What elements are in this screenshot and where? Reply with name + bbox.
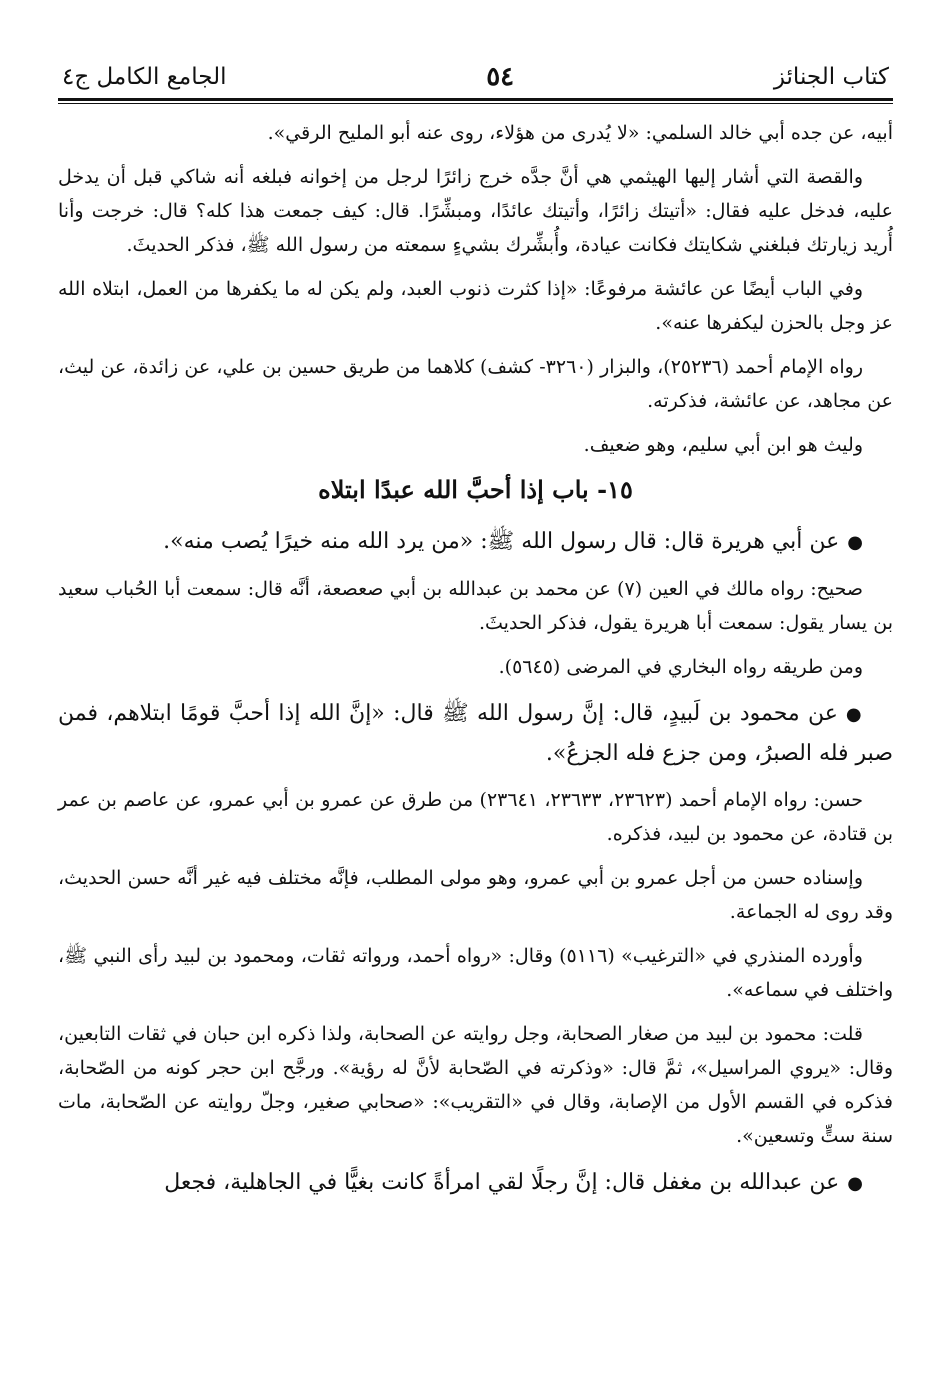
- bullet-icon: ●: [845, 704, 863, 725]
- bullet-icon: ●: [847, 1173, 863, 1194]
- header-rule-thin: [58, 103, 893, 104]
- hadith-note: حسن: رواه الإمام أحمد (٢٣٦٢٣، ٢٣٦٣٣، ٢٣٦٤١) من طرق عن عمرو بن أبي عمرو، عن عاصم بن عمر بن قتادة، عن محمود بن لبيد، فذكره.: [58, 789, 893, 845]
- hadith-note: وأورده المنذري في «الترغيب» (٥١١٦) وقال: «رواه أحمد، ورواته ثقات، ومحمود بن لبيد رأى النبي ﷺ، واختلف في سماعه».: [58, 945, 893, 1001]
- header-rule-thick: [58, 98, 893, 101]
- bullet-icon: ●: [847, 532, 863, 553]
- hadith-body: عن أبي هريرة قال: قال رسول الله ﷺ: «من يرد الله منه خيرًا يُصب منه».: [163, 529, 840, 554]
- hadith-note: قلت: محمود بن لبيد من صغار الصحابة، وجل روايته عن الصحابة، ولذا ذكره ابن حبان في ثقات التابعين، وقال: «يروي المراسيل»، ثمَّ قال: «وذكرته في الصّحابة لأنَّ له رؤية». ورجَّح ابن حجر كونه من الصّحابة، فذكره في القسم الأول من الإصابة، وقال في «التقريب»: «صحابي صغير، وجلّ روايته عن الصّحابة، مات سنة ستٍّ وتسعين».: [58, 1023, 893, 1147]
- header-chapter-title: كتاب الجنائز: [773, 64, 889, 90]
- hadith-body: عن عبدالله بن مغفل قال: إنَّ رجلًا لقي امرأةً كانت بغيًّا في الجاهلية، فجعل: [164, 1170, 840, 1195]
- header-book-title: الجامع الكامل ج٤: [62, 64, 227, 90]
- paragraph: وفي الباب أيضًا عن عائشة مرفوعًا: «إذا كثرت ذنوب العبد، ولم يكن له ما يكفرها من العمل، ابتلاه الله عز وجل بالحزن ليكفرها عنه».: [58, 278, 893, 334]
- page-number: ٥٤: [486, 62, 515, 92]
- hadith-note: صحيح: رواه مالك في العين (٧) عن محمد بن عبدالله بن أبي صعصعة، أنَّه قال: سمعت أبا الحُباب سعيد بن يسار يقول: سمعت أبا هريرة يقول، فذكر الحديثَ.: [58, 578, 893, 634]
- hadith-note: وإسناده حسن من أجل عمرو بن أبي عمرو، وهو مولى المطلب، فإنَّه مختلف فيه غير أنَّه حسن الحديث، وقد روى له الجماعة.: [58, 867, 893, 923]
- hadith-body: عن محمود بن لَبيدٍ، قال: إنَّ رسول الله ﷺ قال: «إنَّ الله إذا أحبَّ قومًا ابتلاهم، فمن صبر فله الصبرُ، ومن جزع فله الجزعُ».: [58, 701, 893, 766]
- hadith-note: ومن طريقه رواه البخاري في المرضى (٥٦٤٥).: [498, 656, 863, 678]
- hadith-text: [58, 694, 893, 773]
- hadith-text: [58, 522, 893, 562]
- paragraph: والقصة التي أشار إليها الهيثمي هي أنَّ جدَّه خرج زائرًا لرجل من إخوانه فبلغه أنه شاكي قبل أن يدخل عليه، فدخل عليه فقال: «أتيتك زائرًا، وأتيتك عائدًا، ومبشِّرًا. قال: كيف جمعت هذا كله؟ قال: خرجت وأنا أُريد زيارتك فبلغني شكايتك فكانت عيادة، وأُبشِّرك بشيءٍ سمعته من رسول الله ﷺ، فذكر الحديثَ.: [58, 166, 893, 256]
- paragraph: وليث هو ابن أبي سليم، وهو ضعيف.: [583, 434, 863, 456]
- page-header: [58, 62, 893, 94]
- hadith-text: [58, 1163, 893, 1203]
- paragraph: أبيه، عن جده أبي خالد السلمي: «لا يُدرى من هؤلاء، روى عنه أبو المليح الرقي».: [267, 122, 893, 144]
- paragraph: رواه الإمام أحمد (٢٥٢٣٦)، والبزار (٣٢٦٠- كشف) كلاهما من طريق حسين بن علي، عن زائدة، عن ليث، عن مجاهد، عن عائشة، فذكرته.: [58, 356, 893, 412]
- section-heading: ١٥- باب إذا أحبَّ الله عبدًا ابتلاه: [318, 475, 633, 504]
